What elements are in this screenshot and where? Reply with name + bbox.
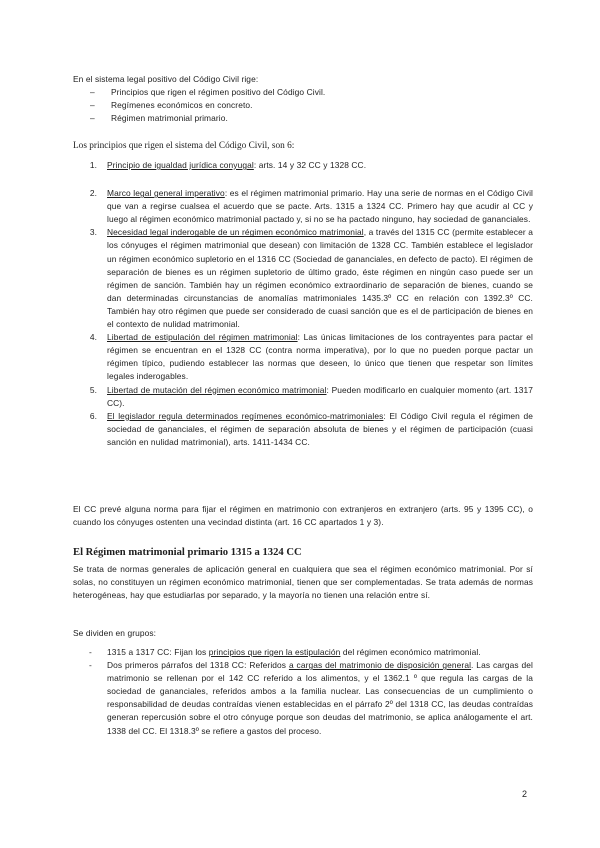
section-paragraph: Se trata de normas generales de aplicación general en cualquiera que sea el régimen económico matrimonial. Por sí solas, no constituyen un régimen económico matrimonial, tienen que ser complementadas. Se trata además de normas heterogéneas, hay que estudiarlas por separado, y la mayoría no tienen una relación entre sí. — [73, 564, 533, 601]
principle-title: Libertad de estipulación del régimen matrimonial — [107, 332, 298, 343]
page-number: 2 — [522, 789, 528, 799]
list-item: 1. Principio de igualdad jurídica conyugal: arts. 14 y 32 CC y 1328 CC. — [89, 160, 367, 170]
principles-closing: El CC prevé alguna norma para fijar el régimen en matrimonio con extranjeros en extranjero (arts. 95 y 1395 CC), o cuando los cónyuges ostenten una vecindad distinta (art. 16 CC apartados 1 y 3). — [73, 504, 533, 528]
intro-list — [73, 86, 533, 125]
list-item: 5. Libertad de mutación del régimen económico matrimonial: Pueden modificarlo en cualquier momento (art. 1317 CC). — [89, 384, 533, 408]
principle-title: Necesidad legal inderogable de un régimen económico matrimonial — [107, 227, 364, 238]
list-item: – Principios que rigen el régimen positivo del Código Civil. — [90, 87, 326, 97]
list-item: 3. Necesidad legal inderogable de un régimen económico matrimonial, a través del 1315 CC (permite establecer a los cónyuges el régimen matrimonial que desean) con limitación de 1328 CC. También establece el legislador un régimen económico supletorio en el 1316 CC (Sociedad de gananciales, en defecto de pacto). El régimen de separación de bienes es un régimen supletorio de último grado, éste régimen en ningún caso puede ser un régimen de sanción. También hay un régimen económico extraordinario de separación de bienes, cuando se dan determinadas circunstancias de anomalías matrimoniales 1435.3º CC en relación con 1392.3º CC. También hay otro régimen que puede ser considerado de cuasi sanción que es el de participación de bienes en el contexto de nulidad matrimonial. — [89, 227, 533, 330]
list-item: – Régimen matrimonial primario. — [90, 113, 228, 124]
list-item: - 1315 a 1317 CC: Fijan los principios que rigen la estipulación del régimen económico matrimonial. — [89, 647, 481, 657]
principles-heading: Los principios que rigen el sistema del Código Civil, son 6: — [73, 141, 295, 151]
list-item: 6. El legislador regula determinados regímenes económico-matrimoniales: El Código Civil regula el régimen de sociedad de gananciales, el régimen de separación absoluta de bienes y el régimen de participación (cuasi sanción en nulidad matrimonial), arts. 1411-1434 CC. — [89, 410, 533, 447]
list-item: 4. Libertad de estipulación del régimen matrimonial: Las únicas limitaciones de los contrayentes para pactar el régimen se encuentran en el 1328 CC (contra norma imperativa), por lo que no pueden porque pactar un régimen típico, pudiendo establecer las normas que deseen, lo único que tienen que respetar son límites legales inderogables. — [89, 332, 533, 382]
section-paragraph: Se dividen en grupos: — [73, 628, 157, 638]
principle-title: El legislador regula determinados regímenes económico-matrimoniales — [107, 410, 384, 421]
list-item: 2. Marco legal general imperativo: es el régimen matrimonial primario. Hay una serie de normas en el Código Civil que van a regirse cualsea el acuerdo que se pacte. Arts. 1315 a 1324 CC. Primero hay que acudir al CC y luego al régimen económico matrimonial pactado y, si no se ha pactado ninguno, hay sociedad de gananciales. — [89, 188, 533, 225]
intro-lead: En el sistema legal positivo del Código Civil rige: — [73, 74, 259, 84]
principle-title: Marco legal general imperativo — [107, 188, 225, 199]
list-item: – Regímenes económicos en concreto. — [90, 100, 253, 111]
principles-list — [73, 159, 533, 449]
section-heading: El Régimen matrimonial primario 1315 a 1324 CC — [73, 547, 302, 558]
principle-title: Libertad de mutación del régimen económico matrimonial — [107, 384, 327, 395]
list-item: - Dos primeros párrafos del 1318 CC: Referidos a cargas del matrimonio de disposición general. Las cargas del matrimonio se rellenan por el 142 CC referido a los alimentos, y el 1362.1 º que regula las cargas de la sociedad de gananciales, referidos ambos a la familia nuclear. Las consecuencias de un cumplimiento o responsabilidad de deudas contraídas vienen establecidas en el párrafo 2º del 1318 CC, las deudas contraídas generan repercusión sobre el otro cónyuge porque son deudas del matrimonio, se aplica análogamente el art. 1338 del CC. El 1318.3º se refiere a gastos del proceso. — [89, 660, 534, 736]
groups-list — [73, 646, 533, 738]
principle-title: Principio de igualdad jurídica conyugal — [107, 160, 254, 170]
